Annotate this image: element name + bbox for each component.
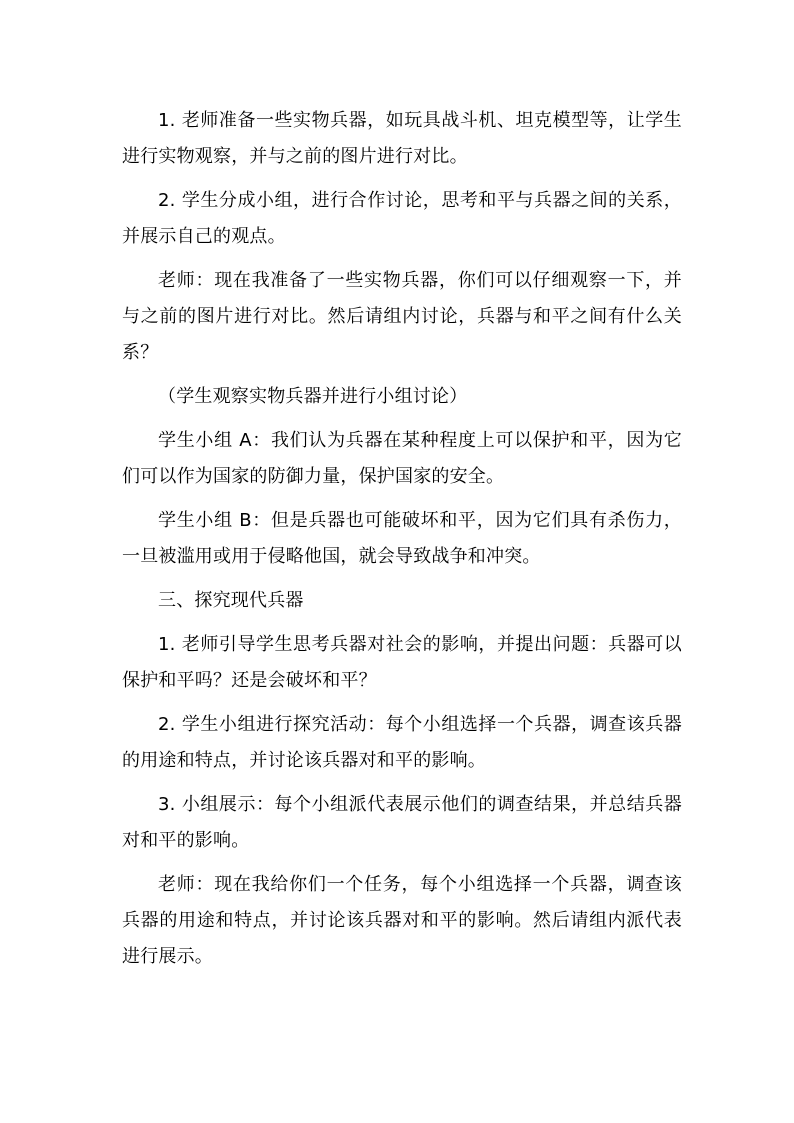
paragraph-9: 3. 小组展示：每个小组派代表展示他们的调查结果，并总结兵器对和平的影响。 (122, 794, 682, 851)
document-body (122, 103, 682, 975)
paragraph-10: 老师：现在我给你们一个任务，每个小组选择一个兵器，调查该兵器的用途和特点，并讨论该兵器对和平的影响。然后请组内派代表进行展示。 (122, 874, 682, 967)
section-heading: 三、探究现代兵器 (158, 590, 304, 611)
paragraph-6: 学生小组 B：但是兵器也可能破坏和平，因为它们具有杀伤力，一旦被滥用或用于侵略他国，就会导致战争和冲突。 (122, 510, 682, 567)
paragraph-2: 2. 学生分成小组，进行合作讨论，思考和平与兵器之间的关系，并展示自己的观点。 (122, 190, 682, 247)
paragraph-8: 2. 学生小组进行探究活动：每个小组选择一个兵器，调查该兵器的用途和特点，并讨论该兵器对和平的影响。 (122, 714, 682, 771)
paragraph-4: （学生观察实物兵器并进行小组讨论） (158, 386, 468, 407)
paragraph-3: 老师：现在我准备了一些实物兵器，你们可以仔细观察一下，并与之前的图片进行对比。然后请组内讨论，兵器与和平之间有什么关系？ (122, 270, 682, 363)
paragraph-5: 学生小组 A：我们认为兵器在某种程度上可以保护和平，因为它们可以作为国家的防御力量，保护国家的安全。 (122, 430, 682, 487)
paragraph-7: 1. 老师引导学生思考兵器对社会的影响，并提出问题：兵器可以保护和平吗？还是会破坏和平？ (122, 634, 682, 691)
paragraph-1: 1. 老师准备一些实物兵器，如玩具战斗机、坦克模型等，让学生进行实物观察，并与之前的图片进行对比。 (122, 110, 682, 167)
